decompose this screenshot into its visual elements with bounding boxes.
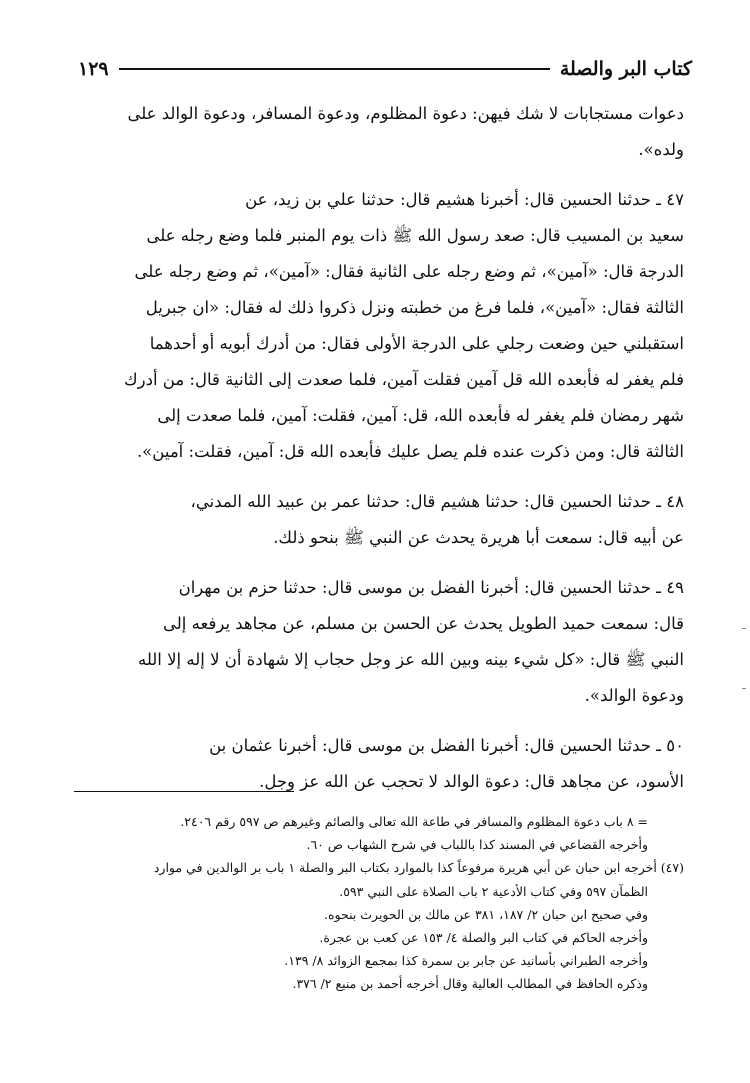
- footnote-line: وأخرجه القضاعي في المسند كذا باللباب في شرح الشهاب ص ٦٠.: [306, 837, 648, 853]
- footnotes: [74, 791, 684, 996]
- footnote-line: وذكره الحافظ في المطالب العالية وقال أخرجه أحمد بن منيع ٢/ ٣٧٦.: [292, 976, 648, 992]
- text-line: سعيد بن المسيب قال: صعد رسول الله ﷺ ذات يوم المنبر فلما وضع رجله على: [146, 226, 684, 245]
- footnote-line: = ٨ باب دعوة المظلوم والمسافر في طاعة الله تعالى والصائم وغيرهم ص ٥٩٧ رقم ٢٤٠٦.: [180, 814, 648, 829]
- footnote-line: الظمآن ٥٩٧ وفي كتاب الأدعية ٢ باب الصلاة على النبي ٥٩٣.: [339, 883, 648, 899]
- text-line: قال: سمعت حميد الطويل يحدث عن الحسن بن مسلم، عن مجاهد يرفعه إلى: [163, 614, 684, 633]
- text-line: استقبلني حين وضعت رجلي على الدرجة الأولى فقال: من أدرك أبويه أو أحدهما: [149, 334, 684, 353]
- footnote-list: [74, 810, 684, 996]
- paragraph-46-end: [84, 96, 684, 168]
- text-line: ولده».: [638, 140, 684, 159]
- text-line: فلم يغفر له فأبعده الله قل آمين فقلت آمين، فلما صعدت إلى الثانية قال: من أدرك: [124, 370, 684, 389]
- text-line: دعوات مستجابات لا شك فيهن: دعوة المظلوم، ودعوة المسافر، ودعوة الوالد على: [127, 104, 684, 123]
- text-line: الدرجة قال: «آمين»، ثم وضع رجله على الثانية فقال: «آمين»، ثم وضع رجله على: [134, 262, 684, 281]
- header-rule: [119, 68, 550, 70]
- page-header: [78, 52, 692, 86]
- text-line: ٤٨ ـ حدثنا الحسين قال: حدثنا هشيم قال: حدثنا عمر بن عبيد الله المدني،: [190, 492, 684, 511]
- text-line: الثالثة فقال: «آمين»، فلما فرغ من خطبته ونزل ذكروا ذلك له فقال: «ان جبريل: [145, 298, 684, 317]
- footnote-line: وأخرجه الحاكم في كتاب البر والصلة ٤/ ١٥٣ عن كعب بن عجرة.: [319, 930, 648, 946]
- text-line: شهر رمضان فلم يغفر له فأبعده الله، قل: آمين، فقلت: آمين، فلما صعدت إلى: [157, 406, 684, 425]
- hadith-47: [84, 182, 684, 470]
- footnote-line: وأخرجه الطبراني بأسانيد عن جابر بن سمرة كذا بمجمع الزوائد ٨/ ١٣٩.: [284, 953, 648, 969]
- main-text: [84, 96, 684, 814]
- hadith-50: [84, 728, 684, 800]
- footnote-rule: [74, 791, 294, 792]
- text-line: ٤٧ ـ حدثنا الحسين قال: أخبرنا هشيم قال: حدثنا علي بن زيد، عن: [245, 190, 684, 209]
- text-line: عن أبيه قال: سمعت أبا هريرة يحدث عن النبي ﷺ بنحو ذلك.: [273, 528, 684, 547]
- hadith-49: [84, 570, 684, 714]
- hadith-48: [84, 484, 684, 556]
- text-line: النبي ﷺ قال: «كل شيء بينه وبين الله عز وجل حجاب إلا شهادة أن لا إله إلا الله: [137, 650, 684, 669]
- text-line: ودعوة الوالد».: [584, 686, 684, 705]
- scan-mark: [742, 628, 746, 629]
- footnote-line: (٤٧) أخرجه ابن حبان عن أبي هريرة مرفوعاً كذا بالموارد بكتاب البر والصلة ١ باب بر الوالدين في موارد: [153, 860, 684, 876]
- scan-mark: [742, 688, 746, 689]
- text-line: الثالثة قال: ومن ذكرت عنده فلم يصل عليك فأبعده الله قل: آمين، فقلت: آمين».: [136, 442, 684, 461]
- book-title: كتاب البر والصلة: [559, 58, 692, 80]
- text-line: ٤٩ ـ حدثنا الحسين قال: أخبرنا الفضل بن موسى قال: حدثنا حزم بن مهران: [178, 578, 684, 597]
- text-line: الأسود، عن مجاهد قال: دعوة الوالد لا تحجب عن الله عز وجل.: [259, 772, 684, 791]
- text-line: ٥٠ ـ حدثنا الحسين قال: أخبرنا الفضل بن موسى قال: أخبرنا عثمان بن: [209, 736, 684, 755]
- page-number: ١٢٩: [78, 58, 109, 80]
- footnote-line: وفي صحيح ابن حبان ٢/ ١٨٧، ٣٨١ عن مالك بن الحويرث بنحوه.: [324, 906, 648, 922]
